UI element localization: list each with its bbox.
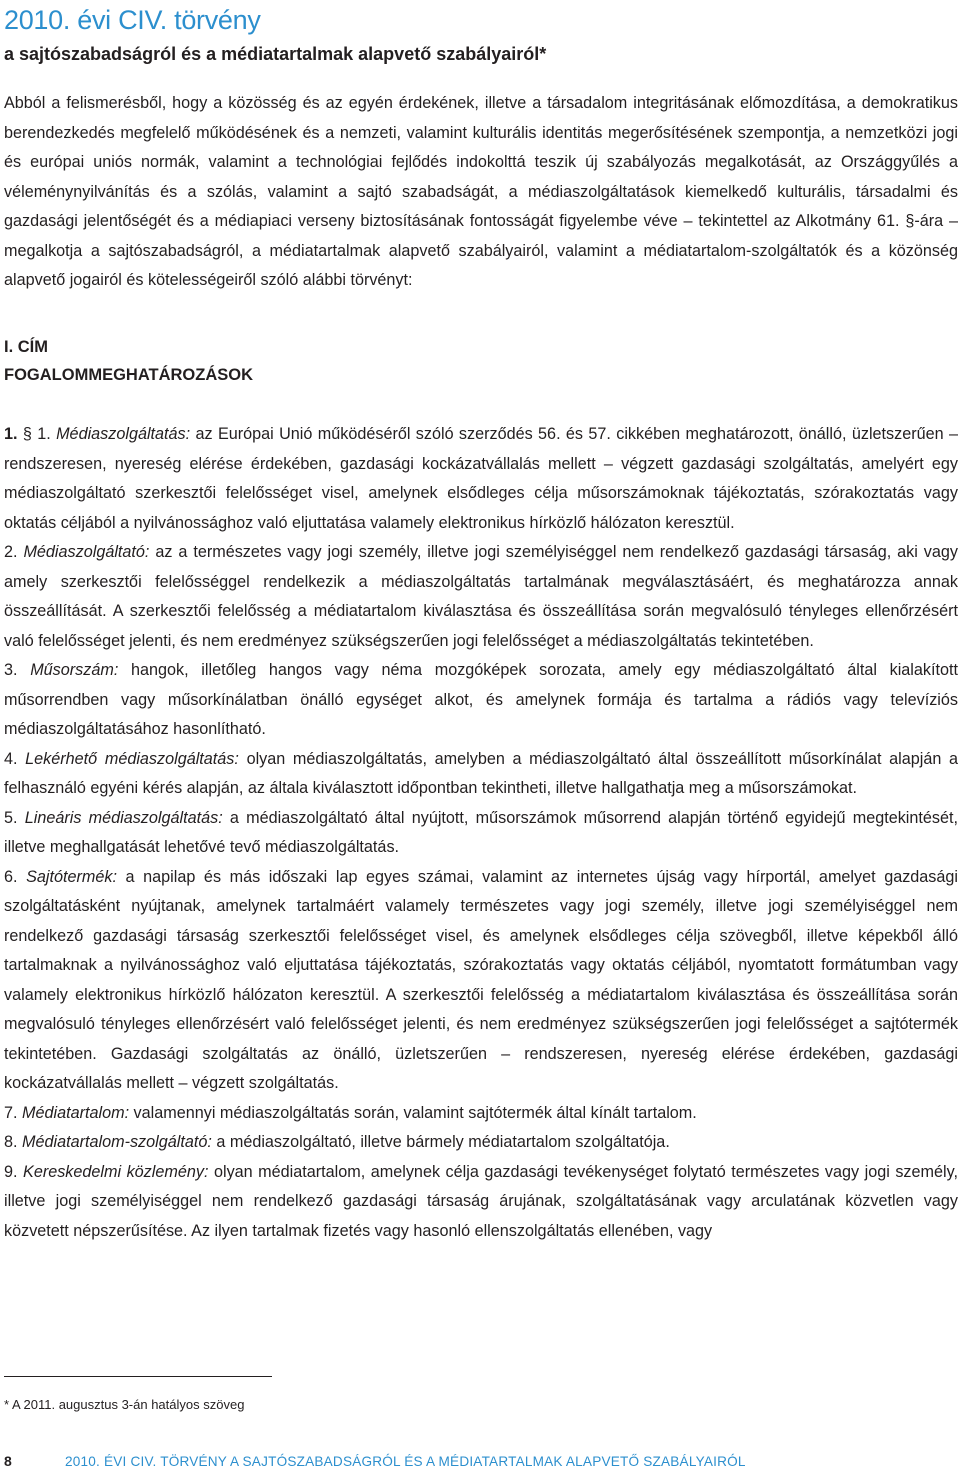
definition-text: olyan médiatartalom, amelynek célja gazdasági tevékenységet folytató természetes vagy jogi személy, illetve jogi személyiséggel nem rendelkező gazdasági társaság árujának, szolgáltatásának vagy arculatának közvetlen vagy közvetett népszerűsítése. Az ilyen tartalmak fizetés vagy hasonló ellenszolgáltatás ellenében, vagy: [4, 1162, 958, 1240]
part-heading: I. CÍM: [4, 338, 48, 356]
definition-item: [4, 538, 958, 656]
footnote: * A 2011. augusztus 3-án hatályos szöveg: [4, 1397, 245, 1412]
definition-number: 4.: [4, 749, 26, 768]
definition-item: [4, 656, 958, 745]
definition-text: hangok, illetőleg hangos vagy néma mozgóképek sorozata, amely egy médiaszolgáltató által kialakított műsorrendben vagy műsorkínálatban önálló egységet alkot, és amelynek formája és tartalma a rádiós vagy televíziós médiaszolgáltatásához hasonlítható.: [4, 661, 958, 738]
definition-text: olyan médiaszolgáltatás, amelyben a médiaszolgáltató által összeállított műsorkínálat alapján a felhasználó egyéni kérés alapján, az általa kiválasztott időpontban tekintheti, illetve hallgathatja meg a műsorszámokat.: [4, 749, 958, 797]
definition-number: 1.: [37, 425, 57, 443]
definition-text: az Európai Unió működéséről szóló szerződés 56. és 57. cikkében meghatározott, önálló, üzletszerűen – rendszeresen, nyereség elérése érdekében, gazdasági kockázatvállalás mellett – végzett gazdasági szolgáltatás, amelyért egy médiaszolgáltató szerkesztői felelősséget visel, amelynek elsődleges célja műsorszámoknak tájékoztatás, szórakoztatás vagy oktatás céljából a nyilvánossághoz való eljuttatása valamely elektronikus hírközlő hálózaton keresztül.: [4, 425, 958, 532]
definition-text: valamennyi médiaszolgáltatás során, valamint sajtótermék által kínált tartalom.: [129, 1103, 697, 1122]
definition-item: [4, 1158, 958, 1247]
definition-term: Kereskedelmi közlemény:: [23, 1162, 209, 1181]
law-subtitle: a sajtószabadságról és a médiatartalmak alapvető szabályairól*: [4, 44, 547, 64]
footnote-divider: [4, 1376, 272, 1377]
definition-item: [4, 804, 958, 863]
section-label: §: [22, 425, 38, 443]
definition-item: [4, 745, 958, 804]
definition-term: Műsorszám:: [30, 661, 119, 679]
definition-term: Lineáris médiaszolgáltatás:: [24, 808, 223, 827]
definition-text: a médiaszolgáltató, illetve bármely médiatartalom szolgáltatója.: [211, 1133, 670, 1151]
law-title: 2010. évi CIV. törvény: [4, 5, 261, 35]
definition-term: Médiatartalom:: [22, 1103, 130, 1122]
definition-number: 7.: [4, 1103, 22, 1122]
definition-term: Médiaszolgáltatás:: [56, 425, 191, 443]
definition-item: [4, 1128, 958, 1158]
section-label: 1.: [4, 425, 23, 443]
definition-term: Sajtótermék:: [26, 867, 117, 886]
definition-number: 8.: [4, 1133, 22, 1151]
running-title: 2010. ÉVI CIV. TÖRVÉNY A SAJTÓSZABADSÁGRÓL ÉS A MÉDIATARTALMAK ALAPVETŐ SZABÁLYAIRÓL: [65, 1454, 746, 1469]
definition-text: a napilap és más időszaki lap egyes számai, valamint az internetes újság vagy hírportál, amelyet gazdasági szolgáltatásként nyújtanak, amelynek tartalmáért valamely természetes vagy jogi személy, illetve jogi személyiséggel nem rendelkező gazdasági társaság szerkesztői felelősséget visel, és amelynek elsődleges célja szövegből, illetve képekből álló tartalmaknak a nyilvánossághoz való eljuttatása tájékoztatás, szórakoztatás vagy oktatás céljából, nyomtatott formátumban vagy valamely elektronikus hírközlő hálózaton keresztül. A szerkesztői felelősség a médiatartalom kiválasztása és összeállítása során megvalósuló tényleges ellenőrzésért való felelősséget jelenti, és nem eredményez szükségszerűen jogi felelősséget a sajtótermék tekintetében. Gazdasági szolgáltatás az önálló, üzletszerűen – rendszeresen, nyereség elérése érdekében, gazdasági kockázatvállalás mellett – végzett szolgáltatás.: [4, 867, 959, 1092]
definitions-list: [4, 420, 958, 1246]
definition-item: [4, 863, 958, 1099]
definition-number: 5.: [4, 808, 25, 827]
definition-number: 3.: [4, 661, 31, 679]
definition-item: [4, 420, 958, 538]
definition-number: 2.: [4, 543, 24, 561]
definition-number: 6.: [4, 867, 27, 886]
preamble: Abból a felismerésből, hogy a közösség és az egyén érdekének, illetve a társadalom integritásának előmozdítása, a demokratikus berendezkedés megfelelő működésének és a nemzeti, valamint kulturális identitás megerősítésének szempontja, a nemzetközi jogi és európai uniós normák, valamint a technológiai fejlődés indokolttá teszik új szabályozás megalkotását, az Országgyűlés a véleménynyilvánítás és a szólás, valamint a sajtó szabadságát, a médiaszolgáltatások kiemelkedő kulturális, társadalmi és gazdasági jelentőségét és a médiapiaci verseny biztosításának fontosságát figyelembe véve – tekintettel az Alkotmány 61. §-ára – megalkotja a sajtószabadságról, a médiatartalmak alapvető szabályairól, valamint a médiatartalom-szolgáltatók és a közönség alapvető jogairól és kötelességeiről szóló alábbi törvényt:: [4, 94, 958, 289]
part-title: FOGALOMMEGHATÁROZÁSOK: [4, 366, 254, 384]
definition-number: 9.: [4, 1162, 24, 1181]
definition-text: az a természetes vagy jogi személy, illetve jogi személyiséggel nem rendelkező gazdasági társaság, aki vagy amely szerkesztői felelősséggel rendelkezik a médiaszolgáltatás tartalmának megválasztásáért, és meghatározza annak összeállítását. A szerkesztői felelősség a médiatartalom kiválasztása és összeállítása során megvalósuló tényleges ellenőrzésért való felelősséget jelenti, és nem eredményez szükségszerűen jogi felelősséget a médiaszolgáltatás tekintetében.: [4, 543, 958, 650]
definition-item: [4, 1099, 958, 1129]
definition-term: Médiatartalom-szolgáltató:: [22, 1133, 212, 1151]
definition-term: Lekérhető médiaszolgáltatás:: [25, 749, 239, 768]
definition-text: a médiaszolgáltató által nyújtott, műsorszámok műsorrend alapján történő egyidejű megtekintését, illetve meghallgatását lehetővé tevő médiaszolgáltatás.: [4, 808, 958, 856]
definition-term: Médiaszolgáltató:: [23, 543, 150, 561]
page-number: 8: [4, 1453, 12, 1469]
